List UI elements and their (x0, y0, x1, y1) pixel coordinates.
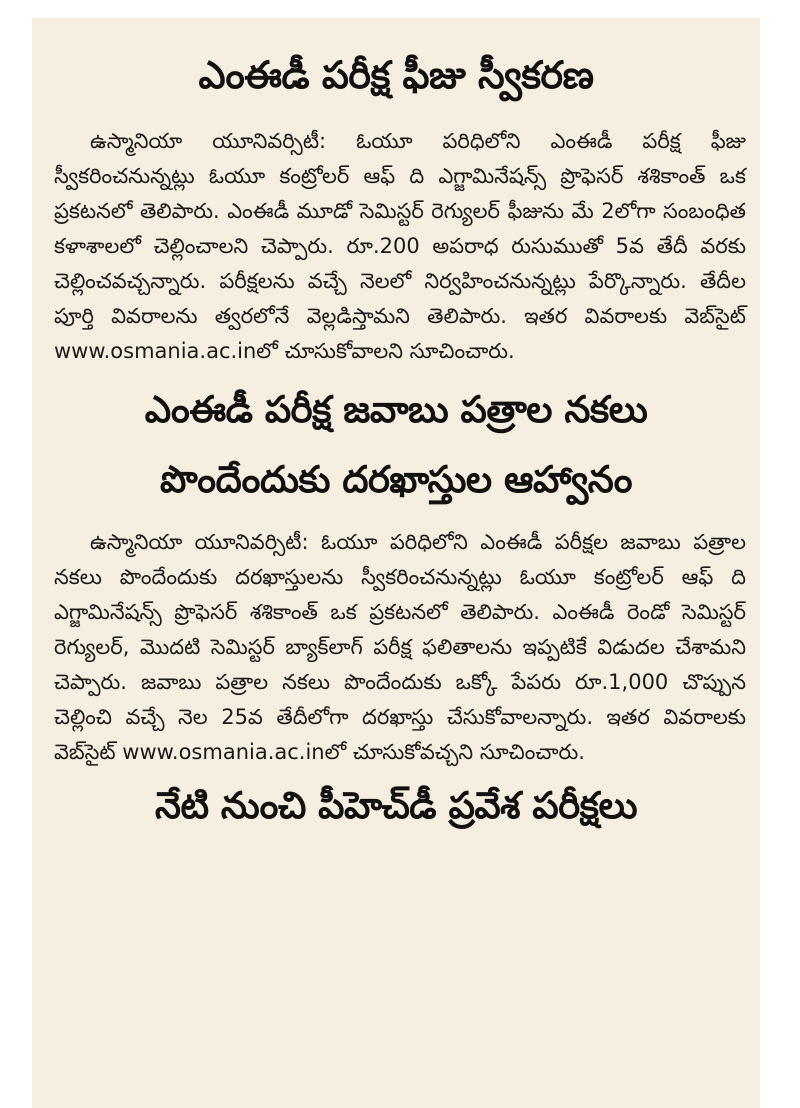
article-1-headline: ఎంఈడీ పరీక్ష ఫీజు స్వీకరణ (198, 53, 594, 97)
article-2-headline-line-1: ఎంఈడీ పరీక్ష జవాబు పత్రాల నకలు (144, 388, 648, 431)
article-1-body: ఉస్మానియా యూనివర్సిటీ: ఓయూ పరిధిలోని ఎంఈడీ పరీక్ష ఫీజు స్వీకరించనున్నట్లు ఓయూ కంట్రోలర్ ఆఫ్ ది ఎగ్జామినేషన్స్ ప్రొఫెసర్ శశికాంత్ ఒక ప్రకటనలో తెలిపారు. ఎంఈడీ మూడో సెమిస్టర్ రెగ్యులర్ ఫీజును మే 2లోగా సంబంధిత కళాశాలలో చెల్లించాలని చెప్పారు. రూ.200 అపరాధ రుసుముతో 5వ తేదీ వరకు చెల్లించవచ్చన్నారు. పరీక్షలను వచ్చే నెలలో నిర్వహించనున్నట్లు పేర్కొన్నారు. తేదీల పూర్తి వివరాలను త్వరలోనే వెల్లడిస్తామని తెలిపారు. ఇతర వివరాలకు వెబ్‌సైట్ www.osmania.ac.inలో చూసుకోవాలని సూచించారు. (54, 129, 746, 363)
newspaper-clipping (32, 18, 760, 1108)
article-2-body: ఉస్మానియా యూనివర్సిటీ: ఓయూ పరిధిలోని ఎంఈడీ పరీక్షల జవాబు పత్రాల నకలు పొందేందుకు దరఖాస్తులను స్వీకరించనున్నట్లు ఓయూ కంట్రోలర్ ఆఫ్ ది ఎగ్జామినేషన్స్ ప్రొఫెసర్ శశికాంత్ ఒక ప్రకటనలో తెలిపారు. ఎంఈడీ రెండో సెమిస్టర్ రెగ్యులర్, మొదటి సెమిస్టర్ బ్యాక్‌లాగ్ పరీక్ష ఫలితాలను ఇప్పటికే విడుదల చేశామని చెప్పారు. జవాబు పత్రాల నకలు పొందేందుకు ఒక్కో పేపరు రూ.1,000 చొప్పున చెల్లించి వచ్చే నెల 25వ తేదీలోగా దరఖాస్తు చేసుకోవాలన్నారు. ఇతర వివరాలకు వెబ్‌సైట్ www.osmania.ac.inలో చూసుకోవచ్చని సూచించారు. (54, 530, 746, 764)
article-2-headline-line-2: పొందేందుకు దరఖాస్తుల ఆహ్వానం (160, 458, 632, 501)
article-3-headline: నేటి నుంచి పీహెచ్‌డీ ప్రవేశ పరీక్షలు (154, 784, 638, 827)
